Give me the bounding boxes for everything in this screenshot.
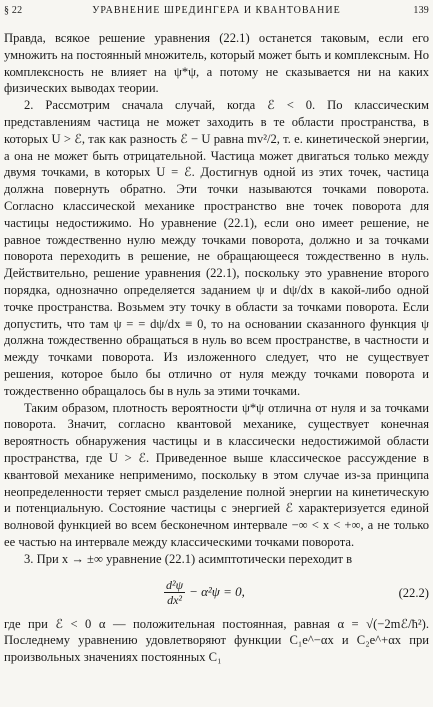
paragraph-4: 3. При x → ±∞ уравнение (22.1) асимптотически переходит в — [24, 551, 353, 566]
fraction-numerator: d²ψ — [166, 578, 184, 592]
section-number: § 22 — [4, 5, 23, 16]
equation-rest: − α²ψ = 0, — [189, 584, 245, 600]
equation-formula — [164, 574, 245, 612]
paragraph-1: Правда, всякое решение уравнения (22.1) останется таковым, если его умножить на постоянный множитель, который может быть и комплексным. Но комплексность не влияет на ψ*ψ, а потому не сказывается ни на каких физических выводах теории. — [4, 31, 429, 96]
page-body — [4, 30, 429, 666]
equation-22-2 — [4, 574, 429, 612]
fraction-denominator: dx² — [167, 593, 182, 607]
page-number: 139 — [413, 5, 429, 16]
equation-number: (22.2) — [398, 585, 429, 600]
paragraph-2: 2. Рассмотрим сначала случай, когда ℰ < 0. По классическим представлениям частица не может заходить в те области пространства, в которых U > ℰ, так как разность ℰ − U равна mv²/2, т. е. кинетической энергии, а она не может быть отрицательной. Частица может двигаться только между двумя точками, в которых U = ℰ. Достигнув одной из этих точек, частица должна повернуть обратно. Эти точки называются точками поворота. Согласно классической механике пространство вне точек поворота для частицы недостижимо. Но уравнение (22.1), если оно имеет решение, не равное тождественно нулю между точками поворота, должно и за точками поворота переходить в решение, не обращающееся тождественно в нуль. Действительно, решение уравнения (22.1), поскольку это уравнение второго порядка, однозначно определяется заданием ψ и dψ/dx в какой-либо одной точке пространства. Возьмем эту точку в области за точками поворота. Если допустить, что там ψ = = dψ/dx ≡ 0, то на основании сказанного функция ψ должна тождественно обращаться в нуль во всем пространстве, в частности и между точками поворота. Из изложенного следует, что не существует решения, которое было бы отлично от нуля между точками поворота и тождественно обращалось бы в нуль за этими точками. — [4, 98, 429, 398]
running-title: УРАВНЕНИЕ ШРЕДИНГЕРА И КВАНТОВАНИЕ — [92, 5, 341, 16]
paragraph-3: Таким образом, плотность вероятности ψ*ψ отлична от нуля и за точками поворота. Значит, согласно квантовой механике, существует конечная вероятность обнаружения частицы и в классически недостижимой области пространства, где U > ℰ. Приведенное выше классическое рассуждение в квантовой механике неприменимо, поскольку в этом случае из-за принципа неопределенности теряет смысл разделение полной энергии на кинетическую и потенциальную. Состояние частицы с энергией ℰ характеризуется единой волновой функцией во всем бесконечном интервале −∞ < x < +∞, а не только ее частью на интервале между классическими точками поворота. — [4, 400, 429, 549]
page-header — [4, 3, 429, 19]
paragraph-5: где при ℰ < 0 α — положительная постоянная, равная α = √(−2mℰ/ħ²). Последнему уравнению удовлетворяют функции C₁e^−αx и C₂e^+αx при произвольных значениях постоянных C₁ — [4, 616, 429, 665]
second-derivative-fraction — [164, 578, 185, 607]
